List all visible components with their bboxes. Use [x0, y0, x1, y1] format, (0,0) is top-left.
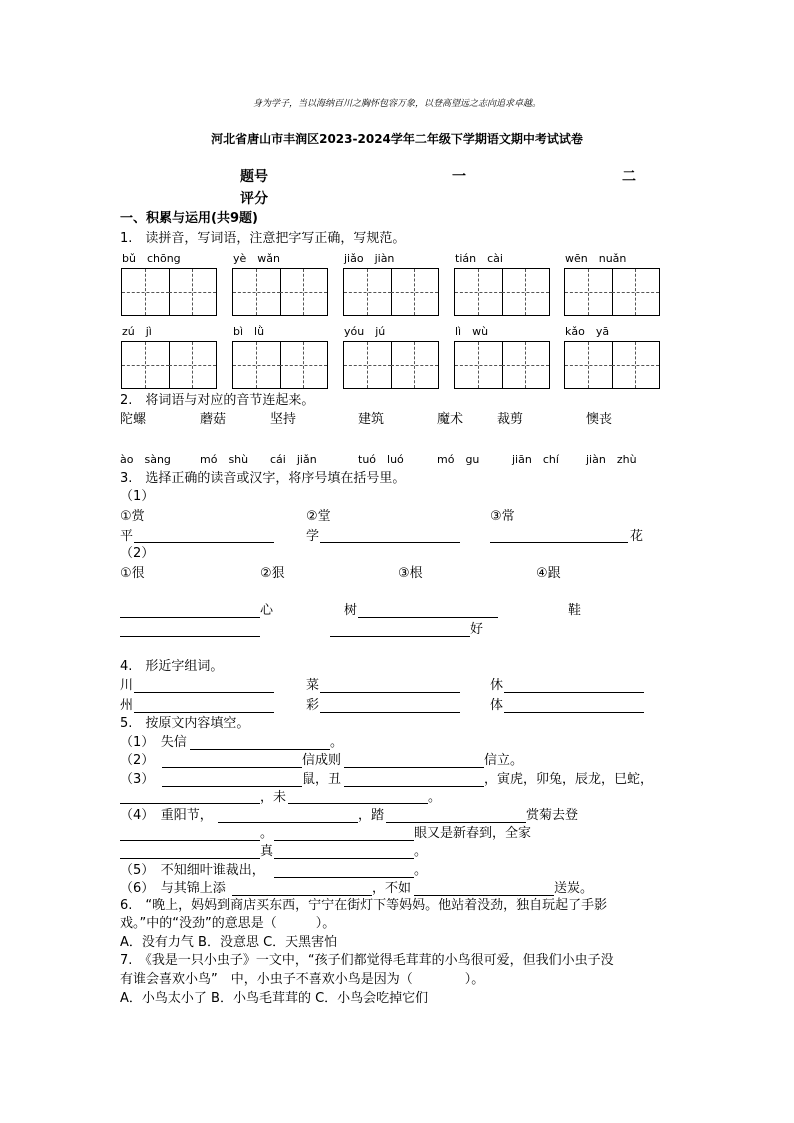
- writing-grid[interactable]: [454, 341, 550, 389]
- q5-text: 鼠，丑: [302, 772, 342, 787]
- q3-option: ③根: [398, 566, 423, 581]
- q5-text: 真: [260, 844, 274, 859]
- q3-blank-label: 平: [120, 529, 134, 544]
- writing-grid[interactable]: [454, 268, 550, 316]
- q4-char: 菜: [306, 678, 320, 693]
- q5-stem: 5. 按原文内容填空。: [120, 716, 250, 731]
- answer-blank[interactable]: [320, 542, 460, 543]
- q5-text: （2）: [120, 753, 155, 768]
- q3-option: ③常: [490, 509, 515, 524]
- q3-option: ④跟: [536, 566, 561, 581]
- q2-pinyin[interactable]: cái jiǎn: [270, 453, 317, 466]
- answer-blank[interactable]: [120, 617, 260, 618]
- q1-pinyin: tián cài: [455, 252, 503, 265]
- q5-text: （4） 重阳节，: [120, 808, 213, 823]
- q3-part-2: （2）: [120, 546, 155, 561]
- page-title: 河北省唐山市丰润区2023-2024学年二年级下学期语文期中考试试卷: [211, 132, 583, 146]
- q5-text: ，不如: [372, 881, 412, 896]
- q7-text: 有谁会喜欢小鸟” 中，小虫子不喜欢小鸟是因为（ ）。: [120, 972, 485, 987]
- answer-blank[interactable]: [232, 895, 372, 896]
- answer-blank[interactable]: [120, 858, 260, 859]
- q2-pinyin[interactable]: jiān chí: [512, 453, 559, 466]
- q3-option: ①很: [120, 566, 145, 581]
- answer-blank[interactable]: [344, 786, 484, 787]
- q3-option: ②狠: [260, 566, 285, 581]
- answer-blank[interactable]: [162, 786, 302, 787]
- q4-char: 州: [120, 698, 134, 713]
- answer-blank[interactable]: [120, 803, 260, 804]
- q2-stem: 2. 将词语与对应的音节连起来。: [120, 393, 315, 408]
- q1-pinyin: bì lǜ: [233, 325, 265, 338]
- q1-pinyin: zú jì: [122, 325, 152, 338]
- q5-text: ，踏: [358, 808, 385, 823]
- q5-text: 眼又是新春到，全家: [414, 826, 532, 841]
- answer-blank[interactable]: [134, 542, 274, 543]
- score-table-score-label: 评分: [240, 191, 268, 207]
- writing-grid[interactable]: [564, 341, 660, 389]
- q3-blank-label: 心: [260, 603, 274, 618]
- writing-grid[interactable]: [121, 341, 217, 389]
- answer-blank[interactable]: [274, 840, 414, 841]
- q2-word[interactable]: 坚持: [270, 412, 297, 427]
- q3-blank-label: 学: [306, 529, 320, 544]
- q1-pinyin: jiǎo jiàn: [344, 252, 395, 265]
- answer-blank[interactable]: [504, 712, 644, 713]
- q5-text: 送炭。: [554, 881, 594, 896]
- q2-word[interactable]: 魔术: [437, 412, 464, 427]
- answer-blank[interactable]: [134, 692, 274, 693]
- answer-blank[interactable]: [162, 767, 302, 768]
- q2-pinyin[interactable]: ào sàng: [120, 453, 171, 466]
- q1-pinyin: yóu jú: [344, 325, 386, 338]
- q5-text: 。: [260, 826, 274, 841]
- q5-text: （5） 不知细叶谁裁出，: [120, 863, 265, 878]
- q2-pinyin[interactable]: mó shù: [200, 453, 249, 466]
- writing-grid[interactable]: [343, 341, 439, 389]
- q6-options[interactable]: A．没有力气 B．没意思 C．天黑害怕: [120, 935, 338, 950]
- q7-text: 7. 《我是一只小虫子》一文中，“孩子们都觉得毛茸茸的小鸟很可爱，但我们小虫子没: [120, 953, 614, 968]
- q1-pinyin: yè wǎn: [233, 252, 280, 265]
- q2-pinyin[interactable]: tuó luó: [358, 453, 404, 466]
- q1-pinyin: wēn nuǎn: [565, 252, 627, 265]
- score-table-col-1: 一: [452, 169, 466, 185]
- q1-pinyin: bǔ chōng: [122, 252, 181, 265]
- q3-stem: 3. 选择正确的读音或汉字，将序号填在括号里。: [120, 471, 406, 486]
- q2-word[interactable]: 裁剪: [497, 412, 524, 427]
- q2-word[interactable]: 懊丧: [586, 412, 613, 427]
- score-table-col-2: 二: [622, 169, 636, 185]
- q5-text: 。: [428, 790, 442, 805]
- q4-char: 休: [490, 678, 504, 693]
- q2-word[interactable]: 陀螺: [120, 412, 147, 427]
- answer-blank[interactable]: [320, 712, 460, 713]
- answer-blank[interactable]: [274, 877, 414, 878]
- q6-text: 6. “晚上，妈妈到商店买东西，宁宁在街灯下等妈妈。他站着没劲，独自玩起了手影: [120, 898, 608, 913]
- q5-text: 赏菊去登: [526, 808, 579, 823]
- q3-option: ②堂: [306, 509, 331, 524]
- answer-blank[interactable]: [330, 636, 470, 637]
- q2-word[interactable]: 蘑菇: [200, 412, 227, 427]
- writing-grid[interactable]: [343, 268, 439, 316]
- answer-blank[interactable]: [358, 617, 498, 618]
- answer-blank[interactable]: [120, 840, 260, 841]
- answer-blank[interactable]: [414, 895, 554, 896]
- q2-pinyin[interactable]: mó gu: [437, 453, 480, 466]
- answer-blank[interactable]: [490, 542, 628, 543]
- q5-text: （1） 失信: [120, 735, 187, 750]
- answer-blank[interactable]: [190, 749, 330, 750]
- answer-blank[interactable]: [134, 712, 274, 713]
- answer-blank[interactable]: [288, 803, 428, 804]
- q5-text: 。: [414, 844, 428, 859]
- q4-char: 川: [120, 678, 134, 693]
- answer-blank[interactable]: [120, 636, 260, 637]
- q5-text: ，未: [260, 790, 287, 805]
- q2-word[interactable]: 建筑: [358, 412, 385, 427]
- q1-pinyin: kǎo yā: [565, 325, 610, 338]
- writing-grid[interactable]: [232, 268, 328, 316]
- q3-blank-label: 鞋: [568, 603, 582, 618]
- answer-blank[interactable]: [344, 767, 484, 768]
- q3-option: ①赏: [120, 509, 145, 524]
- q5-text: 。: [414, 863, 428, 878]
- q5-text: ，寅虎，卯兔，辰龙，巳蛇，: [484, 772, 654, 787]
- q4-char: 体: [490, 698, 504, 713]
- q4-char: 彩: [306, 698, 320, 713]
- writing-grid[interactable]: [564, 268, 660, 316]
- answer-blank[interactable]: [274, 858, 414, 859]
- q1-stem: 1. 读拼音，写词语，注意把字写正确，写规范。: [120, 231, 406, 246]
- answer-blank[interactable]: [504, 692, 644, 693]
- q5-text: 。: [330, 735, 344, 750]
- score-table-question-label: 题号: [240, 169, 268, 185]
- writing-grid[interactable]: [121, 268, 217, 316]
- answer-blank[interactable]: [218, 822, 358, 823]
- q3-blank-label: 好: [470, 622, 484, 637]
- q4-stem: 4. 形近字组词。: [120, 659, 224, 674]
- q5-text: 信成则: [302, 753, 342, 768]
- q6-text: 戏。”中的“没劲”的意思是（ ）。: [120, 916, 336, 931]
- q2-pinyin[interactable]: jiàn zhù: [586, 453, 637, 466]
- q3-blank-label: 花: [630, 529, 644, 544]
- section-heading: 一、积累与运用(共9题): [120, 211, 258, 226]
- q5-text: （6） 与其锦上添: [120, 881, 226, 896]
- q5-text: 信立。: [484, 753, 524, 768]
- q3-blank-label: 树: [344, 603, 358, 618]
- motto-header: 身为学子，当以海纳百川之胸怀包容万象，以登高望远之志向追求卓越。: [252, 99, 541, 109]
- q5-text: （3）: [120, 772, 155, 787]
- writing-grid[interactable]: [232, 341, 328, 389]
- answer-blank[interactable]: [386, 822, 526, 823]
- q1-pinyin: lì wù: [455, 325, 489, 338]
- answer-blank[interactable]: [320, 692, 460, 693]
- q3-part-1: （1）: [120, 489, 155, 504]
- q7-options[interactable]: A．小鸟太小了 B．小鸟毛茸茸的 C．小鸟会吃掉它们: [120, 991, 429, 1006]
